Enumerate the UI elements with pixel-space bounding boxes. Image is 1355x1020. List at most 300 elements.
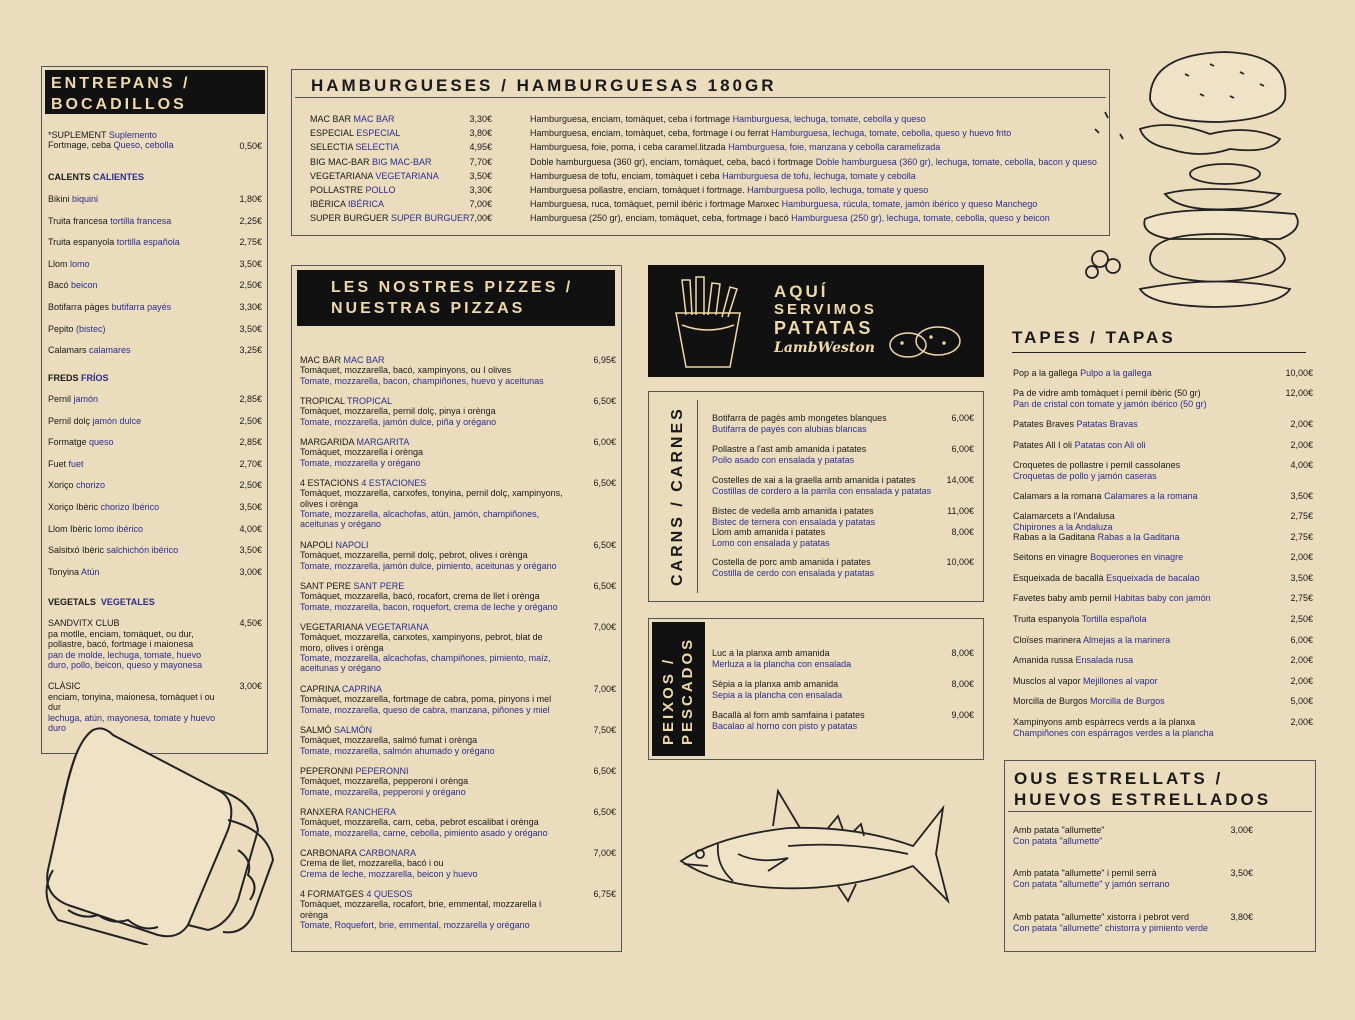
pizza-ing-ca: Tomàquet, mozzarella, carn, ceba, pebrot escalibat i orènga [300, 817, 539, 828]
pizza-ing-ca: Tomàquet, mozzarella, bacó, rocafort, crema de llet i orènga [300, 591, 540, 602]
item-name-ca: Morcilla de Burgos [1013, 696, 1088, 706]
tapa-item [1013, 593, 1313, 604]
item-price: 2,75€ [239, 237, 262, 248]
pizza-item [300, 766, 616, 797]
pescados-title: PEIXOS / PESCADOS [660, 636, 696, 745]
item-name-es: tortilla española [116, 237, 180, 248]
pizza-name-ca: MARGARIDA [300, 437, 355, 447]
item-price: 2,25€ [239, 215, 262, 226]
burger-name-es: ESPECIAL [356, 128, 401, 139]
freds-item [48, 567, 262, 579]
pizza-price: 6,00€ [593, 437, 616, 447]
pizza-price: 6,50€ [593, 396, 616, 406]
pizza-name [300, 437, 616, 447]
burger-name [310, 199, 384, 209]
item-price: 4,00€ [1290, 460, 1313, 470]
item-name-es: Merluza a la plancha con ensalada [712, 658, 852, 669]
sandwich-icon [38, 720, 283, 945]
item-name-es: Almejas a la marinera [1083, 635, 1171, 645]
tapa-item [1013, 511, 1313, 532]
lambweston-logo: LambWeston [774, 340, 875, 356]
tapas-title: TAPES / TAPAS [1012, 328, 1306, 353]
item-name-es: Champiñones con espárragos verdes a la plancha [1013, 727, 1214, 738]
item-name-es: Pan de cristal con tomate y jamón ibérico (50 gr) [1013, 398, 1207, 409]
item-price: 3,50€ [239, 323, 262, 334]
tapa-item [1013, 552, 1313, 563]
item-name [1013, 419, 1313, 430]
item-price: 6,00€ [951, 413, 974, 423]
burger-desc-ca: Hamburguesa, enciam, tomàquet, ceba, fortmage i ou ferrat [530, 128, 769, 139]
pizza-ing-es: Tomate, Roquefort, brie, emmental, mozzarella y orégano [300, 919, 530, 930]
burger-desc-ca: Hamburguesa de tofu, enciam, tomàquet i ceba [530, 170, 720, 181]
pizza-ing-es: Tomate, mozzarella, alcachofas, atún, jamón, champiñones, aceitunas y orégano [300, 508, 540, 530]
burger-desc-es: Hamburguesa, rúcula, tomate, jamón ibérico y queso Manchego [781, 199, 1038, 210]
pizza-name [300, 766, 616, 776]
tapa-item [1013, 717, 1313, 738]
carnes-item [712, 413, 974, 434]
burger-desc-es: Hamburguesa, foie, manzana y cebolla caramelizada [728, 142, 941, 153]
item-name [1013, 491, 1313, 502]
carnes-section [648, 391, 984, 602]
tapa-item [1013, 614, 1313, 625]
pizza-ing-ca: Tomàquet, mozzarella i orènga [300, 447, 424, 458]
item-price: 2,50€ [239, 280, 262, 291]
item-price: 14,00€ [946, 475, 974, 485]
burger-desc [530, 213, 1050, 223]
carnes-item [712, 557, 974, 578]
item-name: Pernil dolç [48, 415, 91, 426]
patatas-banner [648, 265, 984, 377]
item-name-es: tortilla francesa [110, 215, 172, 226]
pizza-price: 6,50€ [593, 581, 616, 591]
item-name: Luc a la planxa amb amanida [712, 648, 830, 658]
burger-name [310, 142, 399, 152]
burger-desc-ca: Hamburguesa pollastre, enciam, tomàquet i fortmage. [530, 185, 745, 195]
item-name-es: Butifarra de payés con alubias blancas [712, 423, 867, 434]
item-price: 2,50€ [239, 480, 262, 491]
item-name [1013, 532, 1313, 543]
burger-name-es: MAC BAR [353, 114, 395, 124]
item-name-es: Atún [81, 566, 100, 577]
item-name: Bacallà al forn amb samfaina i patates [712, 710, 865, 720]
burger-desc-es: Hamburguesa de tofu, lechuga, tomate y cebolla [722, 170, 916, 181]
burger-desc [530, 142, 940, 152]
item-name: Pepito [48, 323, 74, 334]
item-name-es: Esqueixada de bacalao [1106, 573, 1200, 583]
item-name-es: Mejillones al vapor [1083, 676, 1158, 686]
pizza-ing-ca: Crema de llet, mozzarella, bacó i ou [300, 858, 444, 869]
burger-item [292, 199, 1104, 211]
patatas-line2: SERVIMOS [774, 301, 877, 318]
freds-item [48, 416, 262, 428]
item-price: 8,00€ [951, 648, 974, 658]
item-name: Truita espanyola [48, 237, 115, 248]
burger-name [310, 185, 396, 195]
pizza-name-ca: PEPERONNI [300, 766, 354, 776]
item-name: Bikini [48, 194, 70, 204]
pizza-price: 6,50€ [593, 766, 616, 776]
item-name-ca: Cloïses marinera [1013, 635, 1082, 645]
item-price: 2,00€ [1290, 655, 1313, 665]
item-name-es: Rabas a la Gaditana [1097, 532, 1180, 542]
item-price: 3,50€ [1290, 491, 1313, 501]
item-name [1013, 593, 1313, 604]
item-name-es: Pulpo a la gallega [1080, 368, 1152, 378]
item-price: 2,75€ [1290, 593, 1313, 603]
item-price: 2,50€ [239, 415, 262, 426]
tapa-item [1013, 676, 1313, 687]
pizzas-section [291, 265, 622, 952]
item-price: 3,30€ [239, 302, 262, 312]
pizza-ing-ca: Tomàquet, mozzarella, pepperoni i orènga [300, 776, 469, 787]
burger-price: 3,30€ [469, 114, 492, 124]
carnes-item [712, 475, 974, 496]
item-name: Llom Ibèric [48, 523, 93, 534]
burger-desc-ca: Hamburguesa, enciam, tomàquet, ceba i fortmage [530, 114, 731, 124]
item-price: 4,00€ [239, 523, 262, 534]
item-name-es: chorizo [76, 480, 106, 491]
pizza-name-ca: MAC BAR [300, 355, 342, 365]
tapa-item [1013, 388, 1313, 409]
item-name: Costelles de xai a la graella amb amanida i patates [712, 475, 916, 485]
burger-item [292, 171, 1104, 183]
item-price: 3,50€ [239, 502, 262, 512]
item-price: 3,80€ [1230, 912, 1253, 922]
item-name-es: Morcilla de Burgos [1090, 696, 1165, 706]
burger-name [310, 157, 432, 167]
burgers-title: HAMBURGUESES / HAMBURGUESAS 180GR [295, 73, 1106, 98]
pizza-ing-ca: Tomàquet, mozzarella, pernil dolç, pebrot, olives i orènga [300, 550, 528, 561]
pizza-price: 7,00€ [593, 622, 616, 632]
item-name: Tonyina [48, 566, 80, 577]
item-name-es: fuet [68, 458, 84, 469]
burgers-section [291, 69, 1110, 236]
pizza-ing-es: Tomate, mozzarella, bacon, champiñones, huevo y aceitunas [300, 375, 544, 386]
item-price: 3,25€ [239, 345, 262, 356]
item-name: Xoriço Ibèric [48, 502, 99, 512]
pizza-item [300, 437, 616, 468]
tapa-item [1013, 573, 1313, 584]
pizza-name [300, 478, 616, 488]
item-name-es: Costilla de cerdo con ensalada y patatas [712, 567, 875, 578]
pescados-item [712, 679, 974, 700]
pizza-name-ca: CAPRINA [300, 684, 340, 694]
pizza-price: 6,50€ [593, 478, 616, 488]
pizza-price: 7,00€ [593, 848, 616, 858]
burger-desc [530, 199, 1037, 209]
pizza-name [300, 540, 616, 550]
item-name: Croquetes de pollastre i pernil cassolanes [1013, 460, 1181, 470]
pizza-item [300, 581, 616, 612]
pizza-ing-ca: Tomàquet, mozzarella, carxofes, tonyina, pernil dolç, xampinyons, olives i orènga [300, 488, 563, 509]
burger-price: 3,30€ [469, 185, 492, 195]
item-price: 2,85€ [239, 437, 262, 448]
pizza-price: 6,75€ [593, 889, 616, 899]
pizza-price: 7,50€ [593, 725, 616, 735]
item-name [1013, 573, 1313, 584]
tapa-item [1013, 655, 1313, 666]
pizza-name-ca: 4 ESTACIONS [300, 478, 359, 488]
burger-price: 3,80€ [469, 128, 492, 139]
pizza-name-ca: VEGETARIANA [300, 622, 363, 632]
entrepans-section [41, 66, 268, 754]
freds-item [48, 394, 262, 406]
item-name-es: Lomo con ensalada y patatas [712, 537, 830, 548]
pizza-name-es: RANCHERA [345, 807, 397, 817]
item-name-es: (bistec) [76, 323, 106, 334]
pizza-name-es: MAC BAR [343, 355, 385, 365]
pescados-item [712, 710, 974, 731]
pizza-name [300, 807, 616, 817]
item-price: 10,00€ [946, 557, 974, 567]
burger-desc-ca: Hamburguesa, foie, poma, i ceba caramel.litzada [530, 142, 726, 153]
item-name-ca: Musclos al vapor [1013, 676, 1081, 686]
burger-item [292, 185, 1104, 197]
burger-item [292, 157, 1104, 169]
pizza-price: 6,50€ [593, 807, 616, 817]
tapas-section [1012, 328, 1316, 748]
item-name-es: queso [89, 437, 114, 448]
burger-name-ca: VEGETARIANA [310, 170, 373, 181]
burger-name-es: SUPER BURGUER [391, 213, 470, 224]
pizza-name-es: MARGARITA [356, 437, 410, 447]
pizza-name-es: 4 ESTACIONES [361, 478, 427, 488]
burger-name-es: BIG MAC-BAR [372, 156, 432, 167]
fries-icon [668, 275, 748, 370]
burger-name-ca: ESPECIAL [310, 128, 354, 139]
item-name-es: Con patata "allumette" y jamón serrano [1013, 878, 1170, 889]
item-price: 9,00€ [951, 710, 974, 720]
pizza-ing-ca: Tomàquet, mozzarella, fortmage de cabra, poma, pinyons i mel [300, 694, 552, 705]
item-name: Pa de vidre amb tomàquet i pernil ibèric (50 gr) [1013, 388, 1201, 398]
burger-price: 7,00€ [469, 199, 492, 210]
tapa-item [1013, 696, 1313, 707]
patatas-line1: AQUÍ [774, 282, 829, 301]
entrepans-title: ENTREPANS / BOCADILLOS [45, 70, 265, 114]
item-price: 6,00€ [1290, 635, 1313, 645]
burger-price: 3,50€ [469, 170, 492, 181]
carnes-divider [697, 400, 698, 593]
item-price: 3,50€ [1230, 868, 1253, 878]
item-price: 8,00€ [951, 679, 974, 689]
item-name [1013, 368, 1313, 379]
item-price: 2,85€ [239, 394, 262, 404]
item-name: Salsitxó Ibèric [48, 545, 105, 556]
vegetals-label: VEGETALS VEGETALES [48, 597, 155, 607]
calents-item [48, 345, 262, 357]
item-price: 2,50€ [1290, 614, 1313, 624]
burger-name-es: SELECTIA [355, 142, 400, 153]
burger-name-ca: IBÈRICA [310, 199, 346, 210]
huevos-title: OUS ESTRELLATS / HUEVOS ESTRELLADOS [1008, 764, 1312, 812]
burger-desc-ca: Hamburguesa (250 gr), enciam, tomàquet, ceba, fortmage i bacó [530, 213, 789, 224]
freds-item [48, 437, 262, 449]
pizza-name-es: NAPOLI [335, 540, 369, 550]
item-name: Pernil [48, 394, 72, 404]
burger-desc-es: Hamburguesa pollo, lechuga, tomate y queso [747, 185, 929, 195]
item-price: 2,70€ [239, 458, 262, 469]
pizza-name-es: SANT PERE [353, 581, 405, 591]
item-name-es: jamón [73, 394, 99, 404]
pizza-item [300, 396, 616, 427]
item-name-es: Patatas con Ali oli [1074, 440, 1146, 450]
item-name-es: calamares [89, 345, 131, 356]
item-name-es: Boquerones en vinagre [1090, 552, 1184, 562]
burger-desc [530, 114, 926, 124]
burger-desc-es: Doble hamburguesa (360 gr), lechuga, tomate, cebolla, bacon y queso [815, 156, 1097, 167]
burger-item [292, 114, 1104, 126]
pizza-ing-es: Tomate, mozzarella y orégano [300, 457, 421, 468]
calents-item [48, 216, 262, 228]
item-name: Truita francesa [48, 215, 108, 226]
burger-price: 4,95€ [469, 142, 492, 153]
item-name: Amb patata "allumette" [1013, 825, 1105, 835]
item-name-es: Bacalao al horno con pisto y patatas [712, 720, 858, 731]
freds-item [48, 459, 262, 471]
pizza-name-ca: CARBONARA [300, 848, 357, 858]
item-price: 1,80€ [239, 194, 262, 204]
pizza-name-es: 4 QUESOS [366, 889, 413, 899]
burger-name-ca: SUPER BURGUER [310, 213, 389, 224]
pizza-ing-ca: Tomàquet, mozzarella, carxotes, xampinyons, pebrot, blat de moro, olives i orènga [300, 632, 543, 653]
pizzas-title: LES NOSTRES PIZZES / NUESTRAS PIZZAS [297, 270, 615, 326]
pizza-name-es: TROPICAL [347, 396, 393, 406]
freds-item [48, 545, 262, 557]
item-name: Llom [48, 258, 68, 269]
item-name-es: Habitas baby con jamón [1114, 593, 1211, 603]
burger-name [310, 171, 439, 181]
item-name-ca: Esqueixada de bacallà [1013, 573, 1104, 583]
classic: CLÀSIC enciam, tonyina, maionesa, tomàquet i ou dur lechuga, atún, mayonesa, tomate y huevo duro 3,00€ [48, 681, 262, 733]
suplement: *SUPLEMENT Suplemento Fortmage, ceba Queso, cebolla 0,50€ [48, 130, 262, 151]
sandvitx-club: SANDVITX CLUB pa motlle, enciam, tomàquet, ou dur, pollastre, bacó, fortmage i maionesa pan de molde, lechuga, tomate, huevo duro, pollo, beicon, queso y mayonesa 4,50€ [48, 618, 262, 670]
burger-name [310, 128, 400, 138]
tapa-item [1013, 368, 1313, 379]
pizza-ing-es: Crema de leche, mozzarella, beicon y huevo [300, 868, 478, 879]
burger-name [310, 213, 470, 223]
item-name [1013, 696, 1313, 707]
pizza-item [300, 684, 616, 715]
pizza-name-es: CARBONARA [359, 848, 417, 858]
pizza-ing-es: Tomate, mozzarella, carne, cebolla, pimiento asado y orégano [300, 827, 548, 838]
tapa-item [1013, 635, 1313, 646]
item-name-ca: Patates Braves [1013, 419, 1075, 429]
item-price: 3,50€ [1290, 573, 1313, 583]
burger-name [310, 114, 395, 124]
item-name-es: Pollo asado con ensalada y patatas [712, 454, 855, 465]
item-name-es: butifarra payés [111, 302, 172, 312]
carnes-item [712, 444, 974, 465]
pizza-name-es: CAPRINA [342, 684, 383, 694]
pizza-name-es: SALMÓN [334, 725, 373, 735]
pizza-ing-es: Tomate, mozzarella, alcachofas, champiñones, pimiento, maíz, aceitunas y orégano [300, 652, 551, 674]
item-price: 2,00€ [1290, 717, 1313, 727]
item-price: 2,00€ [1290, 440, 1313, 450]
item-price: 2,75€ [1290, 532, 1313, 542]
item-name-es: Ensalada rusa [1075, 655, 1134, 665]
patatas-line3: PATATAS [774, 318, 874, 338]
burger-desc [530, 185, 928, 195]
calents-item [48, 280, 262, 292]
burger-name-ca: MAC BAR [310, 114, 352, 124]
item-name-es: Calamares a la romana [1104, 491, 1198, 501]
pescados-item [712, 648, 974, 669]
item-name-ca: Calamars a la romana [1013, 491, 1102, 501]
item-name [1013, 614, 1313, 625]
pizza-name [300, 725, 616, 735]
item-price: 8,00€ [951, 527, 974, 537]
item-name-ca: Patates All I oli [1013, 440, 1073, 450]
tapa-item [1013, 440, 1313, 451]
burger-name-es: POLLO [365, 185, 396, 195]
fish-icon [678, 786, 953, 911]
item-name: Amb patata "allumette" xistorra i pebrot verd [1013, 912, 1189, 922]
item-name: Bistec de vedella amb amanida i patates [712, 506, 874, 516]
pizza-item [300, 807, 616, 838]
burger-desc [530, 157, 1097, 167]
item-name-es: Sepia a la plancha con ensalada [712, 689, 843, 700]
huevos-item [1013, 825, 1253, 846]
item-name: Amb patata "allumette" i pernil serrà [1013, 868, 1157, 878]
burger-name-ca: SELECTIA [310, 142, 354, 153]
tapa-item [1013, 460, 1313, 481]
item-name [1013, 440, 1313, 451]
burger-icon [1080, 44, 1310, 314]
item-name: Xoriço [48, 480, 74, 491]
burger-price: 7,70€ [469, 156, 492, 167]
pizza-name [300, 684, 616, 694]
pizza-ing-es: Tomate, mozzarella, jamón dulce, pimiento, aceitunas y orégano [300, 560, 557, 571]
pizza-name-es: PEPERONNI [355, 766, 409, 776]
pizza-name-ca: SALMÓ [300, 725, 332, 735]
pizza-name [300, 622, 616, 632]
pizza-price: 6,95€ [593, 355, 616, 365]
calents-item [48, 259, 262, 271]
huevos-item [1013, 868, 1253, 889]
item-name: Calamars [48, 345, 87, 356]
item-name [1013, 676, 1313, 687]
item-price: 3,00€ [239, 566, 262, 577]
item-name-es: Croquetas de pollo y jamón caseras [1013, 470, 1157, 481]
item-name-es: Chipirones a la Andaluza [1013, 521, 1113, 532]
pizza-ing-es: Tomate, mozzarella, salmón ahumado y orégano [300, 745, 495, 756]
pizza-item [300, 725, 616, 756]
burger-desc-es: Hamburguesa, lechuga, tomate, cebolla, queso y huevo frito [771, 128, 1012, 139]
item-name [1013, 655, 1313, 666]
item-name-es: Patatas Bravas [1076, 419, 1138, 429]
item-name: Costella de porc amb amanida i patates [712, 557, 871, 567]
item-name-ca: Rabas a la Gaditana [1013, 532, 1096, 542]
pizza-name [300, 581, 616, 591]
pizza-item [300, 848, 616, 879]
freds-item [48, 524, 262, 536]
burger-item [292, 128, 1104, 140]
freds-label: FREDS FRÍOS [48, 373, 109, 383]
item-name-es: biquini [72, 194, 99, 204]
burger-desc-ca: Doble hamburguesa (360 gr), enciam, tomàquet, ceba, bacó i fortmage [530, 156, 814, 167]
item-name [1013, 552, 1313, 563]
pescados-section [648, 618, 984, 760]
item-name: Formatge [48, 437, 87, 448]
burger-desc-ca: Hamburguesa, ruca, tomàquet, pernil ibèric i fortmage Manxec [530, 199, 780, 210]
pizza-name [300, 889, 616, 899]
burger-name-ca: POLLASTRE [310, 185, 364, 195]
item-name-es: lomo [70, 258, 90, 269]
tapa-item [1013, 419, 1313, 430]
item-name-es: Con patata "allumette" chistorra y pimiento verde [1013, 922, 1208, 933]
item-name: Sèpia a la planxa amb amanida [712, 679, 839, 689]
burger-price: 7,00€ [469, 213, 492, 224]
